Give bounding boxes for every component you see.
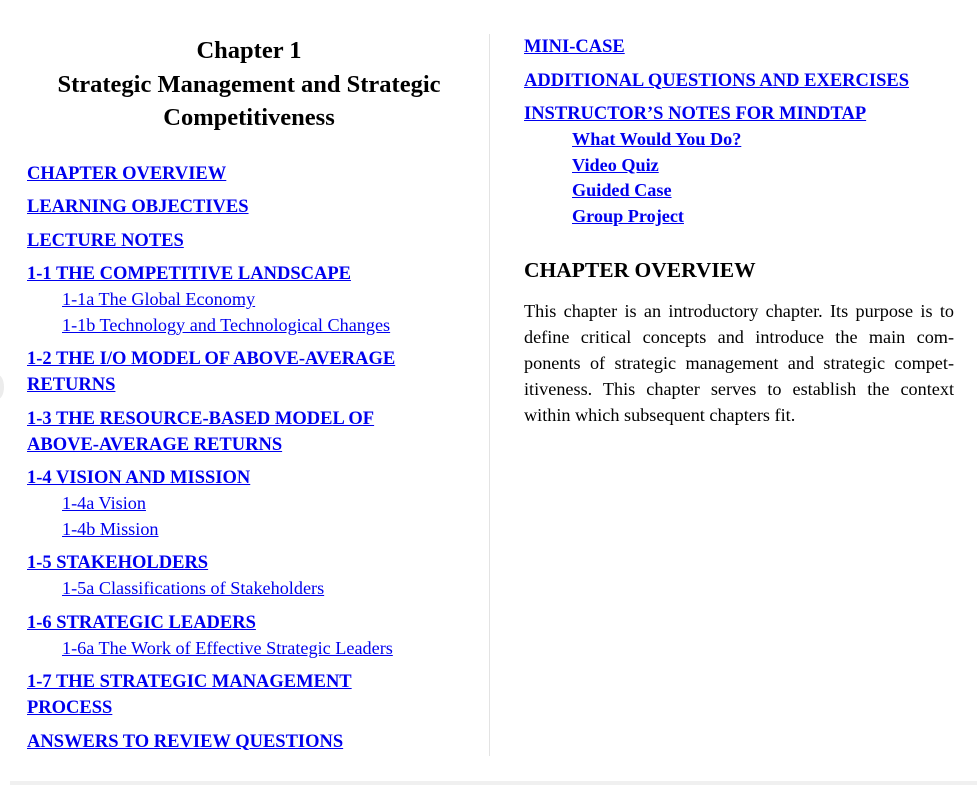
toc-link-section-1-7[interactable]: 1-7 THE STRATEGIC MANAGEMENT PROCESS bbox=[27, 672, 352, 718]
toc-link-section-1-4[interactable]: 1-4 VISION AND MISSION bbox=[27, 468, 251, 488]
toc-link-section-1-3[interactable]: 1-3 THE RESOURCE-BASED MODEL OF ABOVE-AVERAGE RETURNS bbox=[27, 408, 375, 455]
chapter-overview-paragraph: This chapter is an introductory chapter. Its purpose is to define critical concepts and introduce the main components of strategic management and strategic competitiveness. This chapter serves to establish the context within which subsequent chapters fit. bbox=[524, 300, 954, 425]
toc-link-chapter-overview[interactable]: CHAPTER OVERVIEW bbox=[27, 163, 227, 184]
toc-link-section-1-5[interactable]: 1-5 STAKEHOLDERS bbox=[27, 553, 209, 573]
left-column bbox=[27, 34, 467, 762]
toc-link-mini-case[interactable]: MINI-CASE bbox=[524, 37, 625, 57]
toc-link-additional-questions[interactable]: ADDITIONAL QUESTIONS AND EXERCISES bbox=[524, 70, 910, 91]
page-edge-handle bbox=[0, 375, 4, 399]
chapter-title-line2: Strategic Management and Strategic bbox=[57, 70, 441, 98]
toc-link-section-1-1a[interactable]: 1-1a The Global Economy bbox=[62, 289, 256, 309]
toc-link-instructor-notes[interactable]: INSTRUCTOR’S NOTES FOR MINDTAP bbox=[524, 104, 867, 124]
toc-link-learning-objectives[interactable]: LEARNING OBJECTIVES bbox=[27, 197, 249, 217]
toc-link-section-1-6[interactable]: 1-6 STRATEGIC LEADERS bbox=[27, 612, 256, 633]
page-bottom-border bbox=[10, 781, 977, 785]
toc-link-answers-review-questions[interactable]: ANSWERS TO REVIEW QUESTIONS bbox=[27, 731, 344, 752]
toc-link-section-1-1b[interactable]: 1-1b Technology and Technological Changes bbox=[62, 314, 391, 335]
toc-link-section-1-4a[interactable]: 1-4a Vision bbox=[62, 493, 146, 513]
toc-link-lecture-notes[interactable]: LECTURE NOTES bbox=[27, 230, 184, 251]
table-of-contents bbox=[27, 161, 467, 755]
column-divider bbox=[489, 34, 490, 756]
toc-link-section-1-4b[interactable]: 1-4b Mission bbox=[62, 518, 159, 539]
chapter-title bbox=[27, 34, 471, 135]
chapter-overview-heading: CHAPTER OVERVIEW bbox=[524, 257, 756, 282]
toc-link-section-1-6a[interactable]: 1-6a The Work of Effective Strategic Leaders bbox=[62, 637, 393, 658]
toc-link-section-1-2[interactable]: 1-2 THE I/O MODEL OF ABOVE-AVERAGE RETURNS bbox=[27, 349, 396, 395]
toc-link-group-project[interactable]: Group Project bbox=[572, 206, 684, 227]
toc-link-video-quiz[interactable]: Video Quiz bbox=[572, 154, 659, 175]
right-toc-links bbox=[524, 34, 954, 230]
toc-link-guided-case[interactable]: Guided Case bbox=[572, 180, 672, 201]
toc-link-section-1-1[interactable]: 1-1 THE COMPETITIVE LANDSCAPE bbox=[27, 264, 351, 284]
toc-link-section-1-5a[interactable]: 1-5a Classifications of Stakeholders bbox=[62, 578, 325, 598]
toc-link-what-would-you-do[interactable]: What Would You Do? bbox=[572, 129, 742, 149]
right-column bbox=[524, 34, 954, 428]
chapter-title-line3: Competitiveness bbox=[163, 104, 335, 131]
chapter-number: Chapter 1 bbox=[196, 37, 302, 64]
